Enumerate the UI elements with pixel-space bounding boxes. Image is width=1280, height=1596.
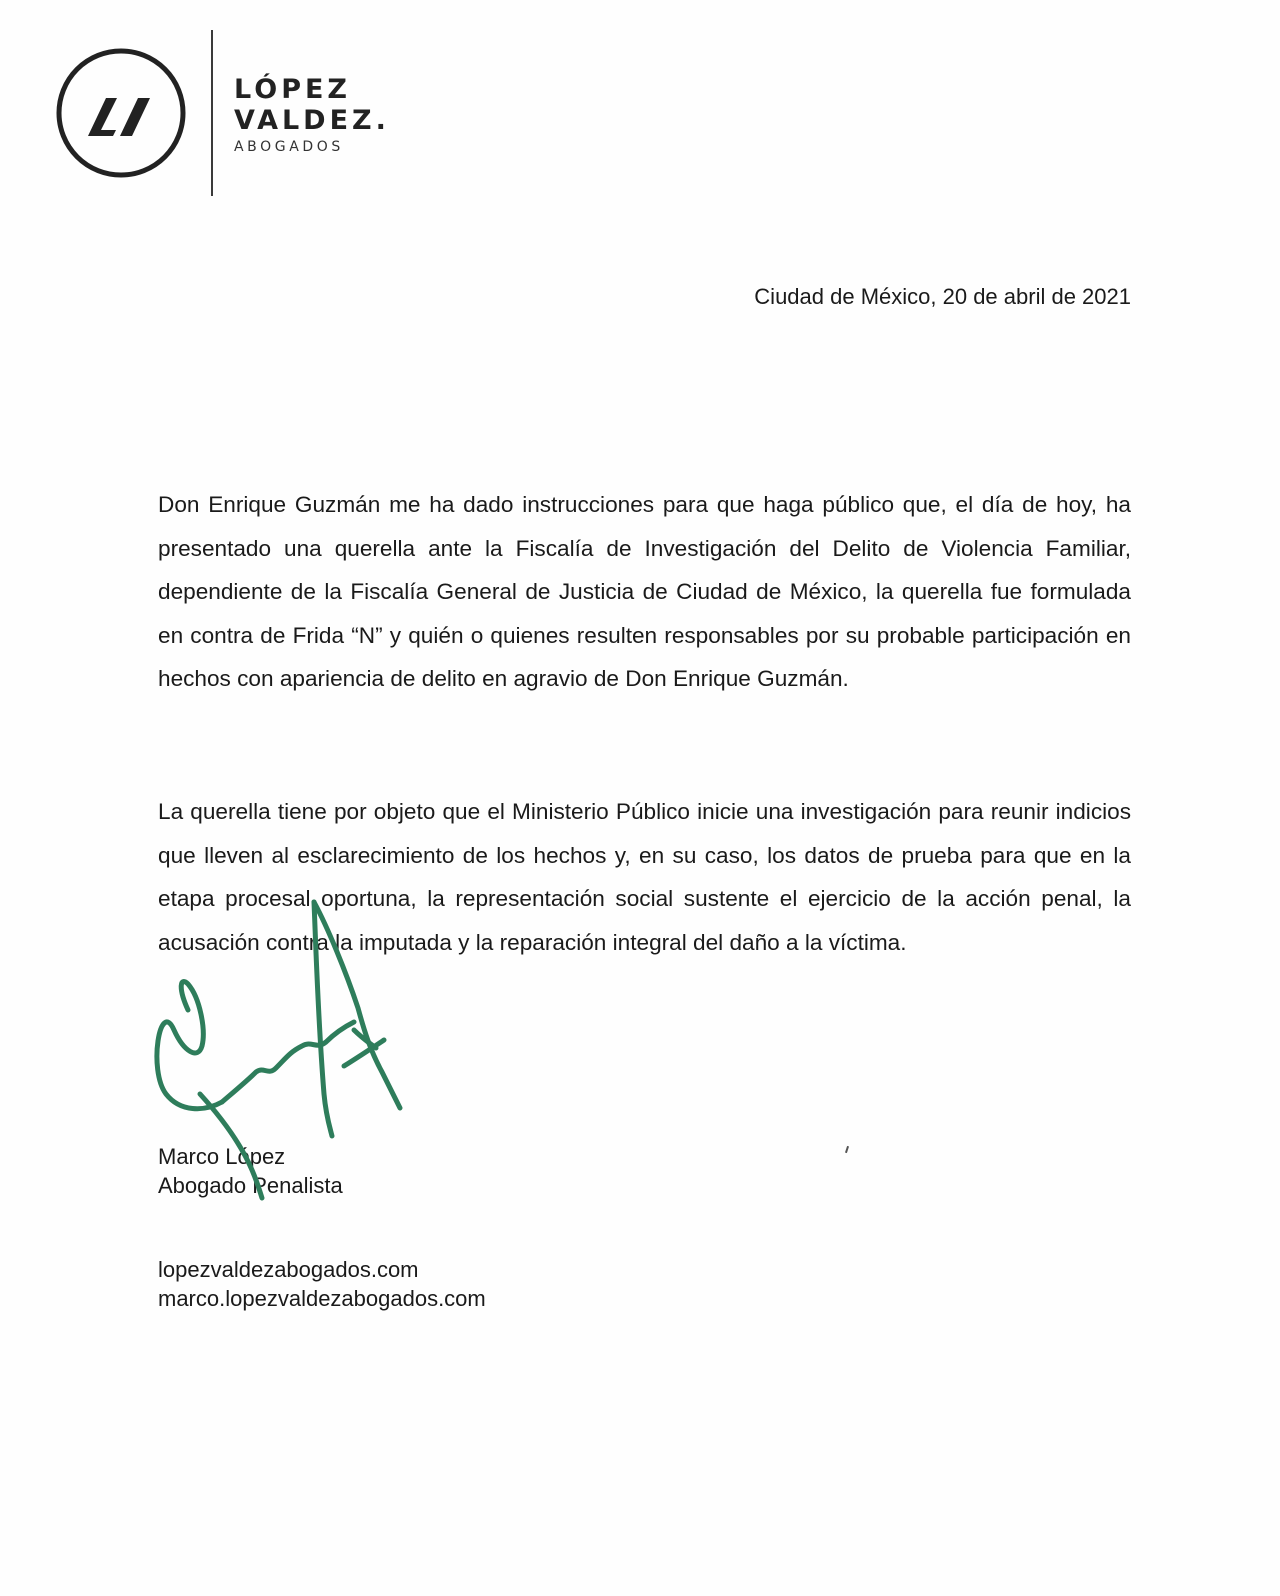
firm-name-line-1: LÓPEZ (234, 74, 352, 105)
body-paragraph-1: Don Enrique Guzmán me ha dado instrucciones para que haga público que, el día de hoy, ha presentado una querella ante la Fiscalía de Investigación del Delito de Violencia Familiar, dependiente de la Fiscalía General de Justicia de Ciudad de México, la querella fue formulada en contra de Frida “N” y quién o quienes resulten responsables por su probable participación en hechos con apariencia de delito en agravio de Don Enrique Guzmán. (158, 492, 1131, 692)
body-paragraph-2: La querella tiene por objeto que el Ministerio Público inicie una investigación para reunir indicios que lleven al esclarecimiento de los hechos y, en su caso, los datos de prueba para que en la etapa procesal oportuna, la representación social sustente el ejercicio de la acción penal, la acusación contra la imputada y la reparación integral del daño a la víctima. (158, 799, 1131, 955)
signatory-block (158, 1142, 343, 1200)
firm-name-line-2: VALDEZ. (234, 105, 390, 136)
signatory-title: Abogado Penalista (158, 1173, 343, 1198)
secondary-website-link[interactable]: marco.lopezvaldezabogados.com (158, 1286, 486, 1311)
lv-monogram-icon (54, 46, 188, 180)
firm-subtitle: ABOGADOS (234, 139, 344, 155)
scan-speck (845, 1146, 849, 1153)
website-link[interactable]: lopezvaldezabogados.com (158, 1257, 419, 1282)
contact-block (158, 1255, 486, 1313)
firm-name (234, 74, 390, 136)
letterhead-divider (211, 30, 213, 196)
letter-date: Ciudad de México, 20 de abril de 2021 (754, 284, 1131, 309)
signatory-name: Marco López (158, 1144, 286, 1169)
